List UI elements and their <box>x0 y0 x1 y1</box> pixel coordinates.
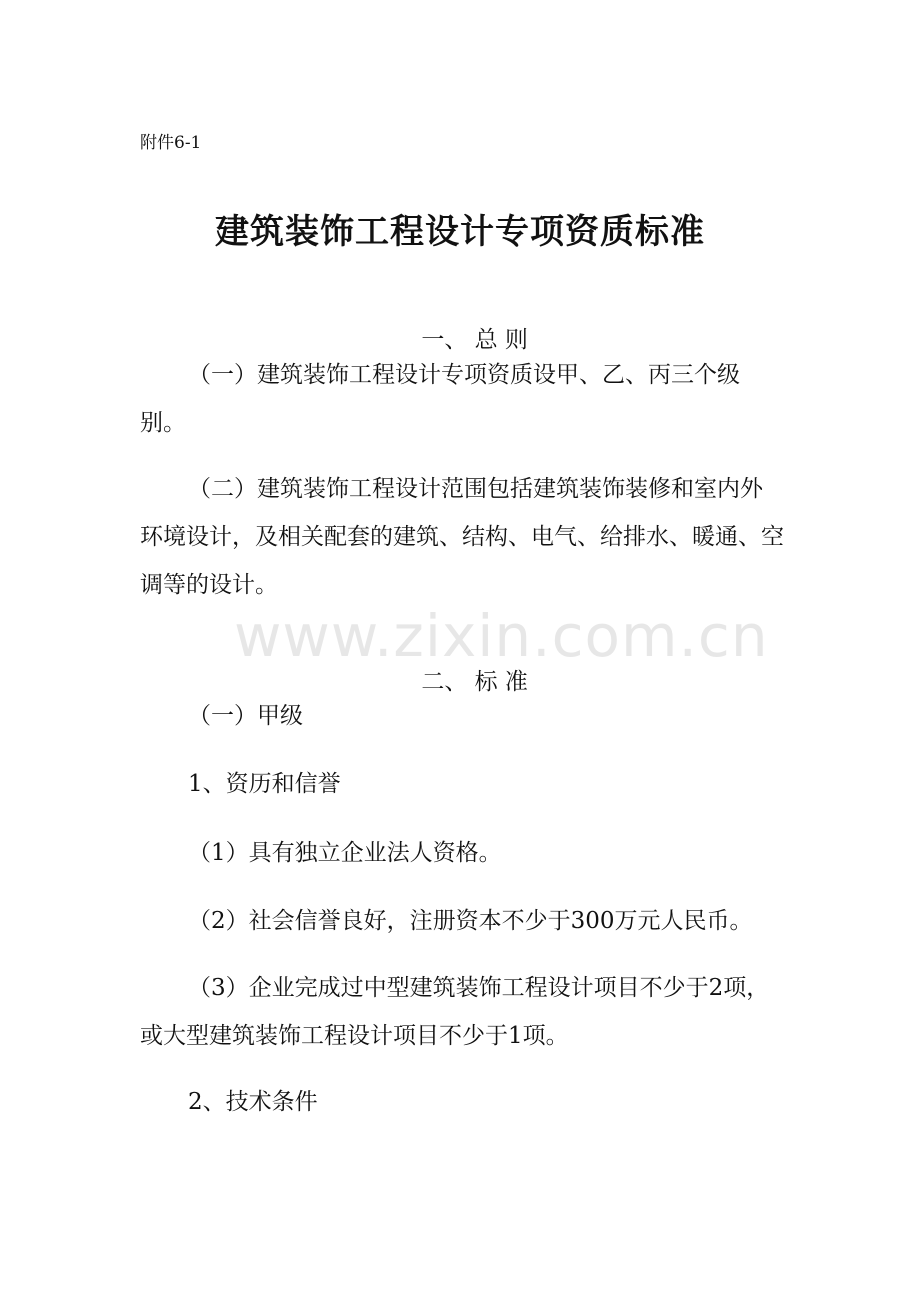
technical-conditions-heading: 2、技术条件 <box>188 1089 318 1115</box>
section-heading-standards-text: 二、 标 准 <box>421 669 528 695</box>
requirement-project-experience: （3）企业完成过中型建筑装饰工程设计项目不少于2项，或大型建筑装饰工程设计项目不少于1项。 <box>140 975 770 1049</box>
attachment-label: 附件6-1 <box>140 133 202 153</box>
paragraph-grades: （一）建筑装饰工程设计专项资质设甲、乙、丙三个级别。 <box>140 362 740 436</box>
grade-a-heading: （一）甲级 <box>188 703 303 729</box>
section-heading-general-text: 一、 总 则 <box>421 327 528 353</box>
paragraph-scope: （二）建筑装饰工程设计范围包括建筑装饰装修和室内外环境设计，及相关配套的建筑、结构、电气、给排水、暖通、空调等的设计。 <box>140 476 784 598</box>
document-title: 建筑装饰工程设计专项资质标准 <box>215 212 705 252</box>
watermark: www.zixin.com.cn <box>234 602 769 670</box>
requirement-registered-capital: （2）社会信誉良好，注册资本不少于300万元人民币。 <box>188 908 753 934</box>
requirement-legal-entity: （1）具有独立企业法人资格。 <box>188 840 502 866</box>
qualification-heading: 1、资历和信誉 <box>188 771 341 797</box>
